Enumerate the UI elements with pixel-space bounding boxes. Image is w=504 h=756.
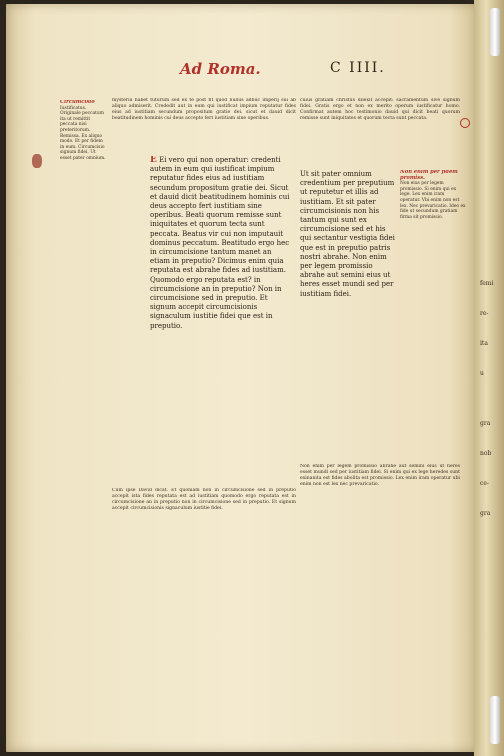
gloss-text: Iustificatus. Originale peccatum ita ut remittit peccata nisi preteritorum. Remissa. Ex aliquo modo. Et per fidem in eum. Circumcisio signum fidei. Ut esset pater omnium. [60, 105, 106, 161]
wax-seal-icon [32, 154, 42, 168]
commentary-column-bottom-right [300, 464, 460, 688]
edge-fragment: ce- [480, 480, 489, 487]
marginal-gloss-right [400, 170, 466, 470]
edge-fragment: gra [480, 420, 491, 427]
folio-number: C IIII. [330, 60, 386, 76]
main-text: Ut sit pater omnium credentium per preputium ut reputetur et illis ad iustitiam. Et sit pater circumcisionis non his tantum qui sunt ex circumcisione sed et his qui sectantur vestigia fidei que est in preputio patris nostri abrahe. Non enim per legem promissio abrahe aut semini eius ut heres esset mundi sed per iustitiam fidei. [300, 170, 395, 298]
edge-fragment: femi [480, 280, 494, 287]
commentary-text: Non enim per legem promissio abrahe aut semini eius ut heres esset mundi sed per iustitiam fidei. Si enim qui ex lege heredes sunt exinanita est fides abolita est promissio. Lex enim iram operatur ubi enim non est lex nec prevaricatio. [300, 464, 460, 488]
gloss-text: Non eius per legem promissio. Si enim qui ex lege. Lex enim iram operatur. Vbi enim non est lex. Nec prevaricatio. Ideo ex fide ut secundum gratiam firma sit promissio. [400, 181, 466, 220]
rubric-mark-icon [460, 118, 470, 128]
edge-fragment: re- [480, 310, 489, 317]
main-text-left [150, 156, 290, 482]
main-text: Ei vero qui non operatur: credenti autem in eum qui iustificat impium reputatur fides eius ad iustitiam secundum propositum gratie dei. Sicut et dauid dicit beatitudinem hominis cui deus accepto fert iustitiam sine operibus. Beati quorum remisse sunt iniquitates et quorum tecta sunt peccata. Beatus vir cui non imputauit dominus peccatum. Beatitudo ergo hec in circumcisione tantum manet an etiam in preputio? Dicimus enim quia reputata est abrahe fides ad iustitiam. Quomodo ergo reputata est? in circumcisione an in preputio? Non in circumcisione sed in preputio. Et signum accepit circumcisionis signaculum iustitie fidei que est in preputio. [150, 156, 290, 330]
gloss-heading: Circumcisio [60, 100, 95, 105]
marginal-gloss-left [60, 100, 108, 480]
edge-fragment: gra [480, 510, 491, 517]
commentary-text: Cum ipse David dicat. Et quoniam non in circumcisione sed in preputio accepit ista fides reputata est ad iustitiam quomodo ergo reputata est in circumcisione an in preputio non in circumcisione sed in preputio. Et signum accepit circumcisionis signaculum iustitie fidei. [112, 488, 296, 512]
edge-fragment: u [480, 370, 484, 377]
commentary-text: mysteriu habet futurum sed ex te post fit quod nullus adhuc imperij sui ab aliquo admiserit. Crededit aut in eum qui iustificat impium reputatur fides eius ad iustitiam secundum propositum gratie dei. sicut et dauid dicit beatitudinem hominis cui deus accepto fert iustitiam sine operibus. [112, 98, 296, 122]
main-text-right [300, 170, 396, 462]
commentary-column-bottom-left [112, 488, 296, 688]
book-clip-icon [490, 696, 500, 744]
adjacent-page-edge [474, 0, 504, 756]
book-clip-icon [490, 8, 500, 56]
gloss-heading: Non enim per fidem promiss. [400, 170, 458, 181]
edge-fragment: nob [480, 450, 492, 457]
edge-fragment: ita [480, 340, 488, 347]
commentary-text: cuius gratiam christus dilexit accepit: sacramentum sive signum fidei. Gratis ergo et non ex merito operum iustificatur homo. Confirmat autem hoc testimonio dauid qui dicit beati quorum remisse sunt iniquitates et quorum tecta sunt peccata. [300, 98, 460, 122]
running-title: Ad Roma. [180, 60, 261, 78]
initial-letter-icon: E [150, 156, 157, 165]
